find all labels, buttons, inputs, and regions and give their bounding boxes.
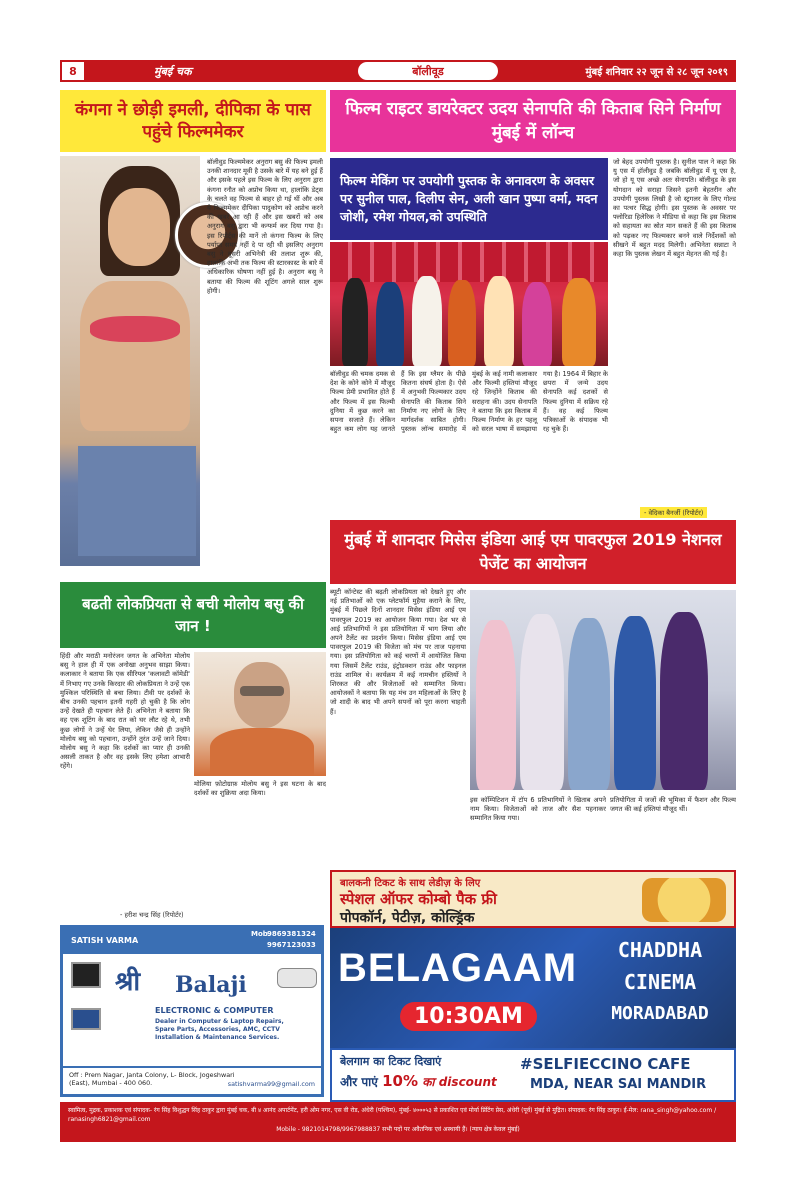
- book-launch-byline-wrap: [640, 500, 707, 519]
- monitor-icon: [71, 1008, 101, 1030]
- kangana-body: बॉलीवुड फिल्ममेकर अनुराग बसु की फिल्म इमली उनकी शानदार मूवी है उसके बारे में यह बने हुई हैं और इसके पहले इस फिल्म के लिए अनुराग द्वारा कंगना रनौत को अप्रोच किया था, हालांकि डेट्स के चलते वह फिल्म से बाहर हो गई थीं और अब ये फिल्ममेकर दीपिका पादुकोण को अप्रोच करने की खबरें आ रही हैं और इस खबरों को अब अनुराग बसु द्वारा भी कन्फर्म कर दिया गया है। इस रिपोर्ट्स की मानें तो कंगना फिल्म के लिए पर्याप्त समय नहीं दे पा रही थी इसलिए अनुराग बसु ने दूसरी अभिनेत्री की तलाश शुरू की, हालांकि अभी तक फिल्म की स्टारकास्ट के बारे में अधिकारिक घोषणा नहीं हुई है। अनुराग बसु ने बताया की फिल्म की शूटिंग अगले साल शुरू होगी।: [207, 158, 323, 295]
- moloy-photo: [194, 652, 326, 776]
- issue-date: मुंबई शनिवार २२ जून से २८ जून २०१९: [585, 67, 728, 78]
- balaji-ad-header: [63, 928, 321, 954]
- offer-line-3: पोपकॉर्न, पेटीज़, कोल्ड्रिंक: [340, 910, 475, 926]
- cinema-name-1: CHADDHA: [617, 938, 703, 962]
- cctv-camera-icon: [277, 968, 317, 988]
- book-launch-byline: - वेदिका बैनर्जी (रिपोर्टर): [640, 507, 707, 518]
- laptop-icon: [71, 962, 101, 988]
- moloy-body: हिंदी और मराठी मनोरंजन जगत के अभिनेता मोलोय बसु ने हाल ही में एक अनोखा अनुभव साझा किया। कलाकार ने बताया कि एक सीरियल 'कलावटी कॉमेडी' में निभाए गए उनके किरदार की लोकप्रियता ने उन्हें एक मुश्किल परिस्थिति से बचा लिया। टीवी पर दर्शकों के बीच उनकी पहचान इतनी गहरी हो चुकी है कि लोग उन्हें देखते ही पहचान लेते हैं। अभिनेता ने बताया कि वह एक शूटिंग के बाद रात को घर लौट रहे थे, तभी कुछ लोगों ने उन्हें घेर लिया, लेकिन जैसे ही उन्होंने मोलोय बसु को पहचाना, उन्होंने तुरंत उन्हें जाने दिया। मोलोय बसु ने कहा कि दर्शकों का प्यार ही उनकी असली ताकत है और वह इसके लिए हमेशा आभारी रहेंगे।: [60, 652, 190, 771]
- cinema-poster: [330, 928, 736, 1048]
- discount-value: 10%: [382, 1072, 419, 1090]
- offer-line-2: स्पेशल ऑफर कोम्बो पैक फ्री: [340, 890, 497, 908]
- book-launch-side-body: जो बेहद उपयोगी पुस्तक है। सुनील पाल ने कहा कि यु एस में हॉलीवुड है जबकि बॉलीवुड में यू एस है, जो हो यू एस अच्छे अतः सेनापति। बॉलीवुड के इस योगदान को सराहा जिसने इतनी बेहतरीन और उपयोगी पुस्तक लिखी है जो स्ट्रगलर के लिए गोल्ड का पत्थर सिद्ध होगी। इस पुस्तक के अवसर पर फ्लोरिडा हिलेरिक ने मीडिया से कहा कि इस किताब को सहायता का स्रोत मान सकते हैं की इस किताब को पढ़कर नए फिल्मकार बनने वाले निर्देशकों को सीखने में बहुत मदद मिलेगी। अभिनेता सन्नाटा ने कहा कि पुस्तक लेखन में बहुत मेहनत की गई है।: [613, 158, 736, 259]
- discount-word: का discount: [422, 1075, 497, 1089]
- balaji-mob-label: Mob.: [251, 930, 271, 938]
- page-number: 8: [60, 60, 86, 82]
- moloy-headline: बढती लोकप्रियता से बची मोलोय बसु की जान !: [60, 582, 326, 648]
- balaji-desc: Dealer in Computer & Laptop Repairs, Spare Parts, Accessories, AMC, CCTV Installation & Maintenance Services.: [155, 1018, 284, 1041]
- cinema-name-2: CINEMA: [623, 970, 697, 994]
- book-launch-headline: फिल्म राइटर डायरेक्टर उदय सेनापति की किताब सिने निर्माण मुंबई में लॉन्च: [330, 90, 736, 152]
- moloy-caption: मोलिया फ़ोटोग्राफ़ मोलोय बसु ने इस घटना के बाद दर्शकों का शुक्रिया अदा किया।: [194, 780, 326, 798]
- cinema-name-3: MORADABAD: [611, 1003, 709, 1024]
- pageant-caption-left: इस कॉम्पिटिशन में टॉप 6 प्रतिभागियों ने खिताब अपने नाम किया। विजेताओं को ताज और सैश पहनाकर सम्मानित किया गया।: [470, 796, 606, 823]
- show-time: 10:30AM: [400, 1002, 537, 1031]
- movie-title: BELAGAAM: [338, 946, 578, 990]
- cinema-offer-banner: [330, 870, 736, 928]
- book-launch-body: बॉलीवुड की चमक दमक से देश के कोने कोने में मौजूद फिल्म प्रेमी प्रभावित होते हैं और फिल्म में इस फिल्मी दुनिया में कुछ करने का सपना सजाते हैं। लेकिन बहुत कम लोग यह जानते हैं कि इस ग्लैमर के पीछे कितना संघर्ष होता है। ऐसे में अनुभवी फिल्मकार उदय सेनापति की किताब सिने निर्माण नए लोगों के लिए मार्गदर्शक साबित होगी। पुस्तक लॉन्च समारोह में मुंबई के कई नामी कलाकार और फिल्मी हस्तियां मौजूद रहे जिन्होंने किताब की सराहना की। उदय सेनापति ने बताया कि इस किताब में फिल्म निर्माण के हर पहलू को सरल भाषा में समझाया गया है। 1964 में बिहार के छपरा में जन्मे उदय सेनापति कई दशकों से फिल्म दुनिया में सक्रिय रहे हैं। वह कई फिल्म पत्रिकाओं के संपादक भी रह चुके हैं।: [330, 370, 608, 434]
- balaji-email: satishvarma99@gmail.com: [227, 1080, 315, 1088]
- balaji-tagline: ELECTRONIC & COMPUTER: [155, 1006, 274, 1015]
- discount-line-2: और पाएं: [340, 1075, 378, 1089]
- masthead-brand: मुंबई चक: [154, 64, 192, 78]
- book-launch-subhead: फिल्म मेकिंग पर उपयोगी पुस्तक के अनावरण के अवसर पर सुनील पाल, दिलीप सेन, अली खान पुष्पा वर्मा, मदन जोशी, रमेश गोयल,को उपस्थिति: [330, 158, 608, 240]
- cinema-ad[interactable]: [330, 870, 736, 1102]
- cafe-name: #SELFIECCINO CAFE: [520, 1055, 691, 1073]
- discount-line-1: बेलगाम का टिकट दिखाएं: [340, 1055, 442, 1068]
- balaji-mob1: 9869381324: [267, 930, 316, 938]
- page-header: [60, 60, 736, 82]
- popcorn-combo-icon: [642, 878, 726, 922]
- balaji-brand-prefix: श्री: [115, 967, 141, 997]
- balaji-ad[interactable]: [60, 925, 324, 1097]
- imprint-mobile: Mobile - 9821014798/9967988837 सभी पदों पर अवैतनिक एवं अस्थायी हैं। (न्याय क्षेत्र केवल मुंबई): [276, 1126, 520, 1133]
- pageant-caption-right: प्रतियोगिता में जजों की भूमिका में फैशन और फिल्म जगत की कई हस्तियां मौजूद थीं।: [610, 796, 736, 814]
- book-launch-photo: [330, 242, 608, 366]
- moloy-byline: - हरीश चन्द्र सिंह (रिपोर्टर): [120, 911, 184, 919]
- balaji-owner: SATISH VARMA: [71, 936, 139, 945]
- cafe-address: MDA, NEAR SAI MANDIR: [530, 1077, 707, 1092]
- cinema-discount-banner: [330, 1048, 736, 1102]
- imprint-text: स्वामित्व, मुद्रक, प्रकाशक एवं संपादक- रंग सिंह विशुद्धन सिंह ठाकुर द्वारा मुंबई चक, बी ४ आनंद अपार्टमेंट, हरी ओम नगर, एस वी रोड, अंधेरी (पश्चिम), मुंबई- ४०००५३ से प्रकाशित एवं मोर्या प्रिंटिंग प्रेस, अंधेरी (पूर्व) मुंबई से मुद्रित। संपादक: रंग सिंह ठाकुर। ई-मेल: rana_singh@yahoo.com / ranasingh6821@gmail.com: [68, 1107, 717, 1123]
- balaji-address: Off : Prem Nagar, Janta Colony, L- Block, Jogeshwari (East), Mumbai - 400 060.: [69, 1071, 235, 1087]
- kangana-headline: कंगना ने छोड़ी इमली, दीपिका के पास पहुंचे फिल्ममेकर: [60, 90, 326, 152]
- pageant-photo: [470, 590, 736, 790]
- balaji-mob2: 9967123033: [267, 941, 316, 949]
- mrs-india-headline: मुंबई में शानदार मिसेस इंडिया आई एम पावरफुल 2019 नेशनल पेजेंट का आयोजन: [330, 520, 736, 584]
- balaji-brand: Balaji: [175, 972, 247, 998]
- section-title: बॉलीवूड: [358, 62, 498, 80]
- offer-line-1: बालकनी टिकट के साथ लेडीज़ के लिए: [340, 878, 481, 889]
- mrs-india-body: ब्यूटी कॉन्टेस्ट की बढ़ती लोकप्रियता को देखते हुए और नई प्रतिभाओं को एक प्लेटफॉर्म मुहैया कराने के लिए, मुंबई में पिछले दिनों शानदार मिसेस इंडिया आई एम पावरफुल 2019 का आयोजन किया गया। देश भर से आई प्रतिभागियों ने इस प्रतियोगिता में भाग लिया और अपने टैलेंट का प्रदर्शन किया। मिसेस इंडिया आई एम पावरफुल 2019 की विजेता को मंच पर ताज पहनाया गया। इस प्रतियोगिता को कई चरणों में आयोजित किया गया जिसमें टैलेंट राउंड, इंट्रोडक्शन राउंड और फाइनल राउंड शामिल थे। कार्यक्रम में कई नामचीन हस्तियों ने शिरकत की और विजेताओं को सम्मानित किया। आयोजकों ने बताया कि यह मंच उन महिलाओं के लिए है जो शादी के बाद भी अपने सपनों को पूरा करना चाहती हैं।: [330, 588, 466, 716]
- page-footer: [60, 1102, 736, 1142]
